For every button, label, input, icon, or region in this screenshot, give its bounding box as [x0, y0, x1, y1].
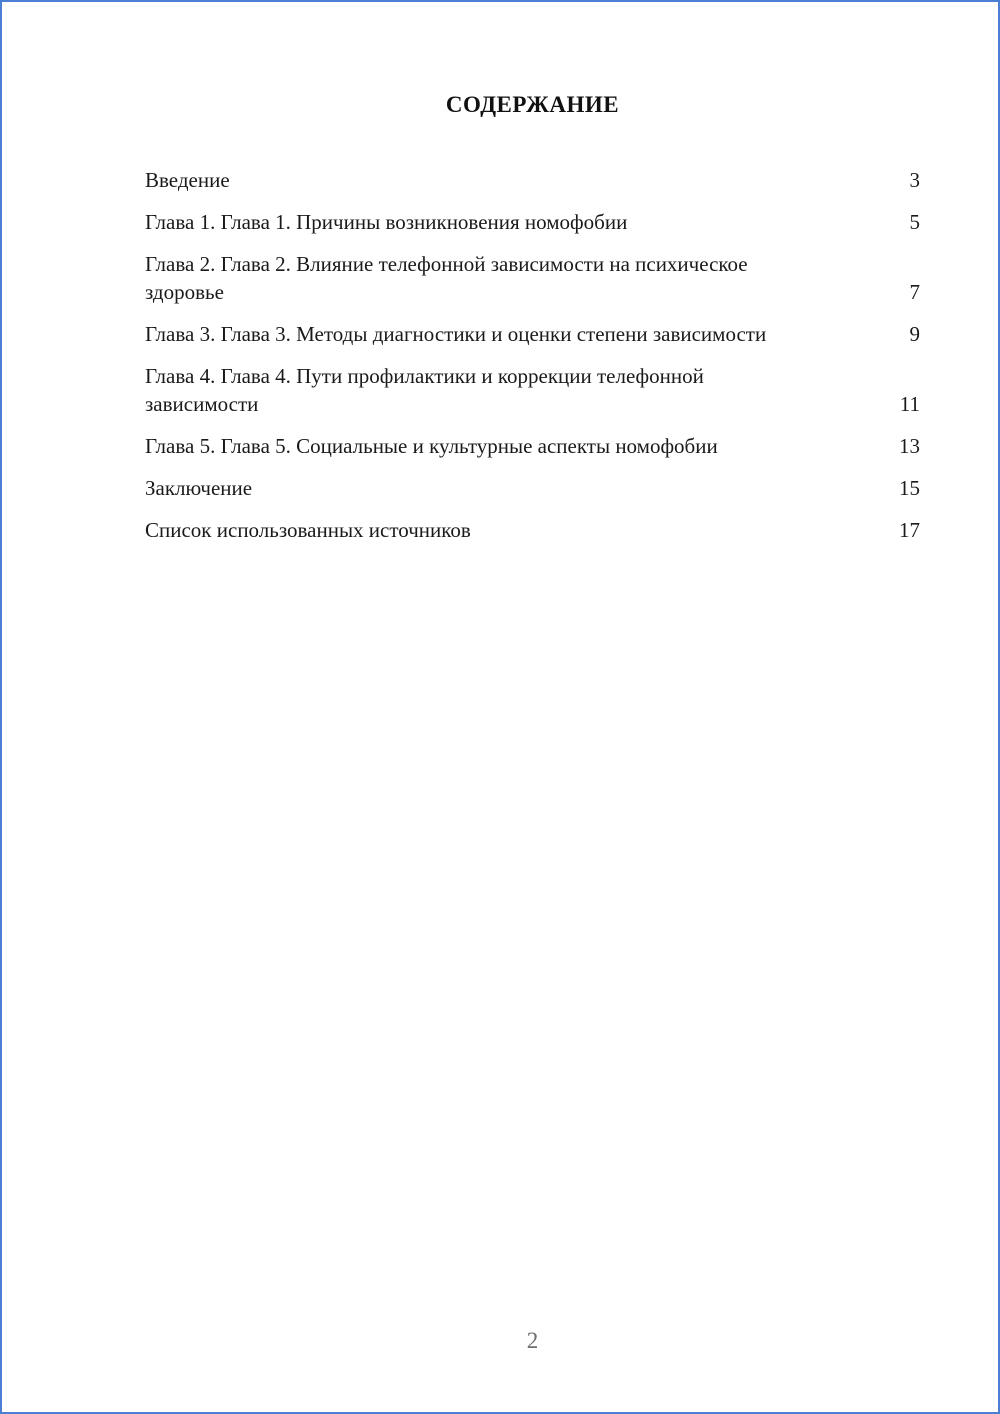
toc-entry	[145, 320, 920, 348]
toc-entry-label: Глава 4. Глава 4. Пути профилактики и коррекции телефонной зависимости	[145, 364, 704, 416]
toc-entry-label: Введение	[145, 168, 230, 192]
toc-entry	[145, 474, 920, 502]
toc-entry-label: Глава 3. Глава 3. Методы диагностики и оценки степени зависимости	[145, 322, 767, 346]
toc-entry-label: Глава 1. Глава 1. Причины возникновения номофобии	[145, 210, 628, 234]
page-content	[145, 2, 920, 544]
toc-entry	[145, 166, 920, 194]
toc-entry	[145, 208, 920, 236]
toc-entry-label: Список использованных источников	[145, 518, 471, 542]
toc-entry-page: 17	[899, 518, 920, 542]
toc-entry-page: 9	[909, 322, 920, 346]
toc-entry-label: Заключение	[145, 476, 253, 500]
toc-entry	[145, 362, 920, 418]
toc-entry-page: 13	[899, 434, 920, 458]
footer-page-number: 2	[526, 1328, 539, 1353]
toc-entry	[145, 516, 920, 544]
page-title: СОДЕРЖАНИЕ	[445, 92, 620, 117]
toc-entry-page: 5	[909, 210, 920, 234]
table-of-contents	[145, 166, 920, 544]
toc-entry-label: Глава 2. Глава 2. Влияние телефонной зависимости на психическое здоровье	[145, 252, 748, 304]
toc-entry-page: 15	[899, 476, 920, 500]
toc-entry-page: 7	[909, 280, 920, 304]
toc-entry	[145, 432, 920, 460]
toc-entry-page: 3	[909, 168, 920, 192]
toc-entry	[145, 250, 920, 306]
toc-entry-label: Глава 5. Глава 5. Социальные и культурные аспекты номофобии	[145, 434, 718, 458]
toc-entry-page: 11	[899, 392, 920, 416]
